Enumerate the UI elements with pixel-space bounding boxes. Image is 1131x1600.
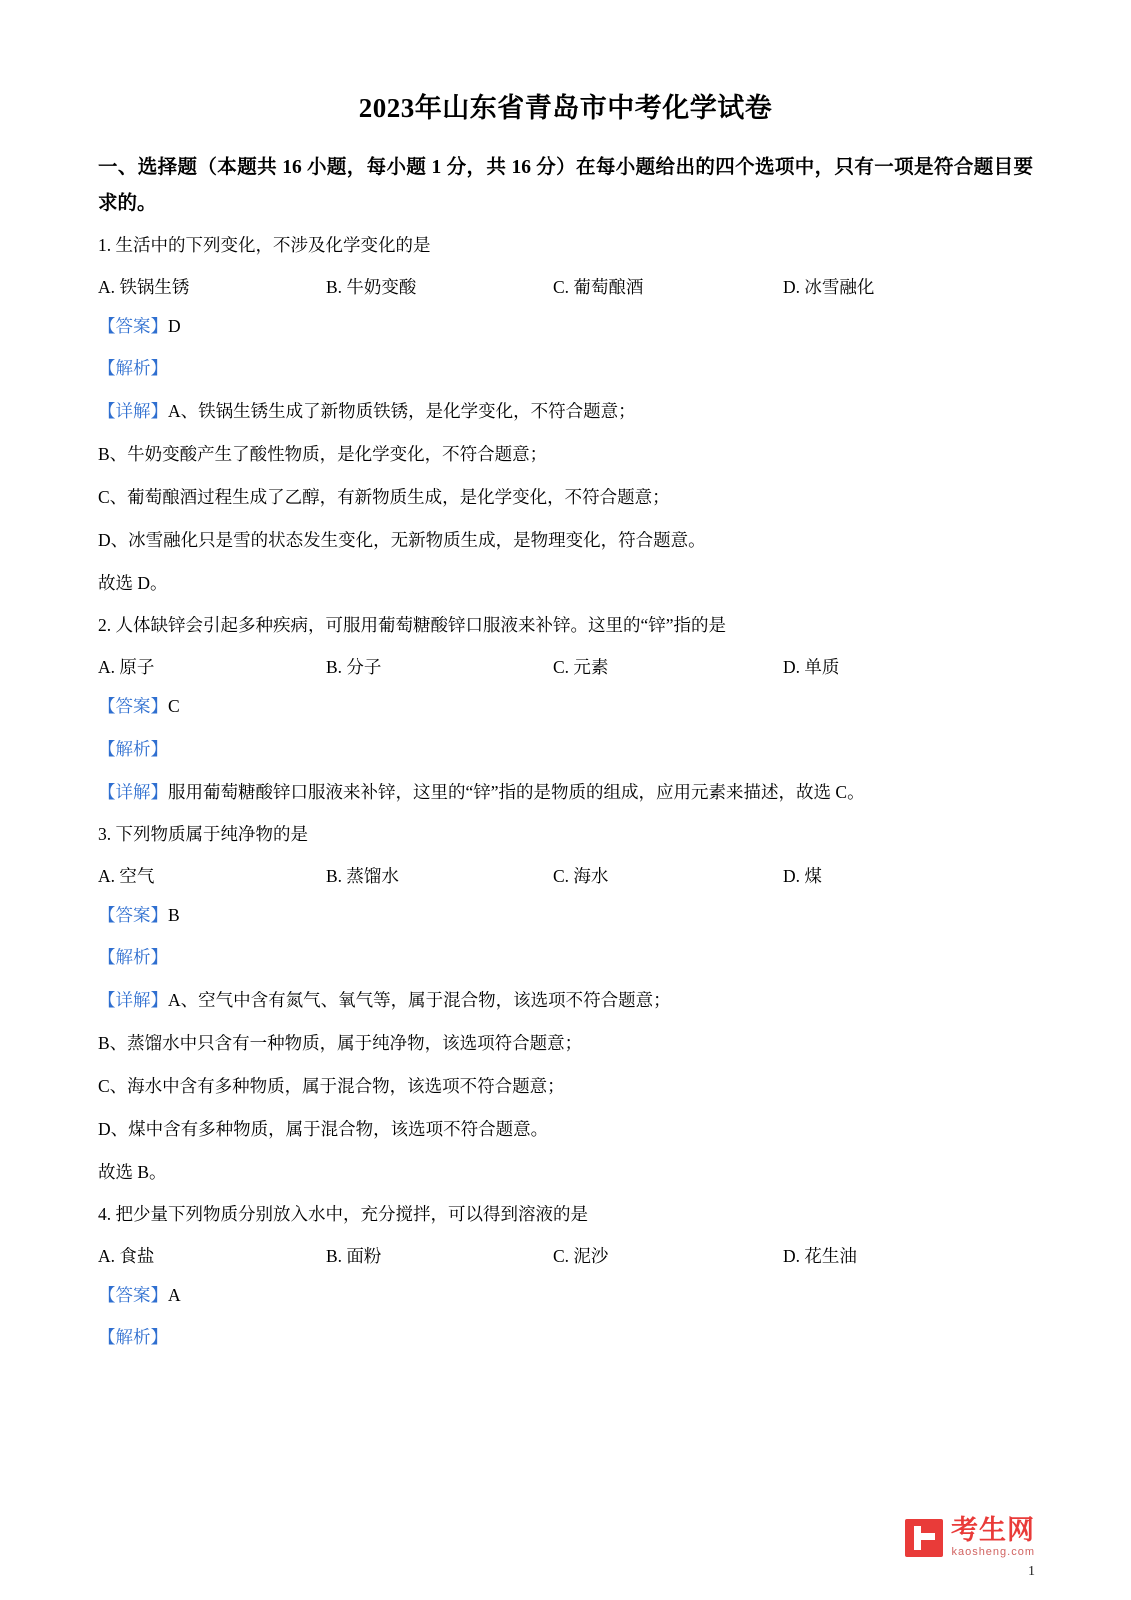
answer-line	[98, 693, 1033, 720]
analysis-line	[98, 944, 1033, 971]
question-stem: 2. 人体缺锌会引起多种疾病，可服用葡萄糖酸锌口服液来补锌。这里的“锌”指的是	[98, 615, 727, 636]
detail-label: 【详解】	[98, 781, 168, 802]
detail-line	[98, 986, 1033, 1014]
watermark-logo-icon	[905, 1519, 943, 1557]
detail-extra-line: B、蒸馏水中只含有一种物质，属于纯净物，该选项符合题意；	[98, 1033, 583, 1054]
analysis-line	[98, 1324, 1033, 1351]
conclusion-line: 故选 D。	[98, 573, 168, 594]
detail-text: A、铁锅生锈生成了新物质铁锈，是化学变化，不符合题意；	[168, 401, 636, 422]
option-c[interactable]: C. 泥沙	[553, 1246, 609, 1267]
answer-label: 【答案】	[98, 696, 168, 717]
detail-extra-line: B、牛奶变酸产生了酸性物质，是化学变化，不符合题意；	[98, 444, 548, 465]
answer-value: D	[168, 316, 181, 337]
detail-line	[98, 397, 1033, 425]
detail-text: 服用葡萄糖酸锌口服液来补锌，这里的“锌”指的是物质的组成，应用元素来描述，故选 C。	[168, 781, 865, 802]
analysis-label: 【解析】	[98, 738, 168, 759]
option-d[interactable]: D. 煤	[783, 865, 822, 886]
section-heading: 一、选择题（本题共 16 小题，每小题 1 分，共 16 分）在每小题给出的四个选项中，只有一项是符合题目要求的。	[98, 156, 1033, 214]
page-title: 2023年山东省青岛市中考化学试卷	[358, 93, 773, 123]
detail-extra-line: D、煤中含有多种物质，属于混合物，该选项不符合题意。	[98, 1119, 549, 1140]
answer-label: 【答案】	[98, 904, 168, 925]
option-a[interactable]: A. 空气	[98, 865, 155, 886]
analysis-line	[98, 736, 1033, 763]
option-a[interactable]: A. 食盐	[98, 1246, 155, 1267]
answer-value: C	[168, 696, 180, 717]
option-d[interactable]: D. 花生油	[783, 1246, 857, 1267]
option-b[interactable]: B. 牛奶变酸	[326, 277, 417, 298]
analysis-line	[98, 355, 1033, 382]
detail-line	[98, 778, 1033, 806]
option-c[interactable]: C. 海水	[553, 865, 609, 886]
watermark-domain: kaosheng.com	[951, 1546, 1035, 1558]
question-options	[98, 1243, 1033, 1267]
analysis-label: 【解析】	[98, 358, 168, 379]
analysis-label: 【解析】	[98, 1327, 168, 1348]
watermark-brand: 考生网	[951, 1515, 1035, 1545]
watermark-text	[951, 1517, 1035, 1558]
answer-label: 【答案】	[98, 1285, 168, 1306]
option-b[interactable]: B. 分子	[326, 657, 382, 678]
option-c[interactable]: C. 葡萄酿酒	[553, 277, 644, 298]
detail-label: 【详解】	[98, 401, 168, 422]
question-options	[98, 274, 1033, 298]
option-c[interactable]: C. 元素	[553, 657, 609, 678]
answer-value: A	[168, 1285, 181, 1306]
option-a[interactable]: A. 原子	[98, 657, 155, 678]
question-stem: 3. 下列物质属于纯净物的是	[98, 823, 308, 844]
answer-value: B	[168, 904, 180, 925]
question-stem: 1. 生活中的下列变化，不涉及化学变化的是	[98, 234, 431, 255]
option-b[interactable]: B. 蒸馏水	[326, 865, 399, 886]
answer-line	[98, 313, 1033, 340]
detail-label: 【详解】	[98, 990, 168, 1011]
option-a[interactable]: A. 铁锅生锈	[98, 277, 190, 298]
conclusion-line: 故选 B。	[98, 1162, 167, 1183]
option-d[interactable]: D. 冰雪融化	[783, 277, 875, 298]
option-b[interactable]: B. 面粉	[326, 1246, 382, 1267]
answer-line	[98, 902, 1033, 929]
detail-extra-line: C、海水中含有多种物质，属于混合物，该选项不符合题意；	[98, 1076, 565, 1097]
option-d[interactable]: D. 单质	[783, 657, 840, 678]
question-stem: 4. 把少量下列物质分别放入水中，充分搅拌，可以得到溶液的是	[98, 1204, 588, 1225]
detail-extra-line: D、冰雪融化只是雪的状态发生变化，无新物质生成，是物理变化，符合题意。	[98, 530, 706, 551]
analysis-label: 【解析】	[98, 946, 168, 967]
page-number: 1	[1028, 1564, 1035, 1579]
question-options	[98, 863, 1033, 887]
detail-text: A、空气中含有氮气、氧气等，属于混合物，该选项不符合题意；	[168, 990, 671, 1011]
watermark	[905, 1517, 1035, 1558]
question-options	[98, 654, 1033, 678]
answer-line	[98, 1282, 1033, 1309]
answer-label: 【答案】	[98, 316, 168, 337]
detail-extra-line: C、葡萄酿酒过程生成了乙醇，有新物质生成，是化学变化，不符合题意；	[98, 487, 670, 508]
